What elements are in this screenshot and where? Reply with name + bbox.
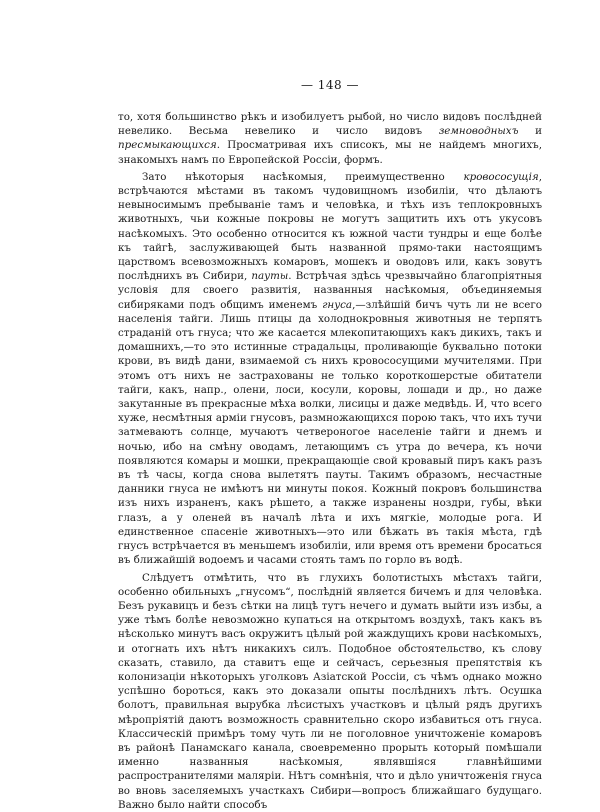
paragraph-3 xyxy=(118,571,542,812)
italic-term: гнуса xyxy=(322,298,353,311)
text-run: Слѣдуетъ отмѣтить, что въ глухихъ болотистыхъ мѣстахъ тайги, особенно обильныхъ „гнусомъ“, послѣдній является бичемъ и для человѣка. Безъ рукавицъ и безъ сѣтки на лицѣ тутъ нечего и думать выйти изъ избы, а уже тѣмъ болѣе невозможно купаться на открытомъ воздухѣ, такъ какъ въ нѣсколько минутъ васъ окружитъ цѣлый рой жаждущихъ крови насѣкомыхъ, и отогнать ихъ нѣтъ никакихъ силъ. Подобное обстоятельство, къ слову сказать, ставило, да ставитъ еще и сейчасъ, серьезныя препятствія къ колонизаціи нѣкоторыхъ уголковъ Азіатской Россіи, съ чѣмъ однако можно успѣшно бороться, какъ это доказали опыты послѣднихъ лѣтъ. Осушка болотъ, правильная вырубка лѣсистыхъ участковъ и цѣлый рядъ другихъ мѣропріятій даютъ возможность сравнительно скоро избавиться отъ гнуса. Классическій примѣръ тому чуть ли не поголовное уничтоженіе комаровъ въ районѣ Панамскаго канала, своевременно прорыть который помѣшали именно названныя насѣкомыя, являвшіяся главнѣйшими распространителями маляріи. Нѣтъ сомнѣнія, что и дѣло уничтоженія гнуса во вновь заселяемыхъ участкахъ Сибири—вопросъ ближайшаго будущаго. Важно было найти способъ xyxy=(118,571,542,811)
italic-term: пресмыкающихся xyxy=(118,139,217,152)
italic-term: земноводныхъ xyxy=(438,125,519,138)
text-run: и xyxy=(518,125,542,138)
text-run: то, хотя большинство рѣкъ и изобилуетъ рыбой, но число видовъ послѣдней невелико. Весьма невелико и число видовъ xyxy=(118,111,542,138)
text-run: , встрѣчаются мѣстами въ такомъ чудовищномъ изобиліи, что дѣлаютъ невыносимымъ пребываніе тамъ и человѣка, и тѣхъ изъ теплокровныхъ животныхъ, чьи кожные покровы не могутъ защитить ихъ отъ укусовъ насѣкомыхъ. Это особенно относится къ южной части тундры и еще болѣе къ тайгѣ, заслуживающей быть названной прямо-таки настоящимъ царствомъ всевозможныхъ комаровъ, мошекъ и оводовъ или, какъ зовутъ послѣднихъ въ Сибири, xyxy=(118,170,542,283)
text-run: . Просматривая ихъ списокъ, мы не найдемъ многихъ, знакомыхъ намъ по Европейской Россіи, формъ. xyxy=(118,139,542,166)
text-run: ,—злѣйшій бичъ чуть ли не всего населенія тайги. Лишь птицы да холоднокровныя животныя не терпятъ страданій отъ гнуса; что же касается млекопитающихъ какъ дикихъ, такъ и домашнихъ,—то это истинные страдальцы, проливающіе буквально потоки крови, въ видѣ дани, взимаемой съ нихъ кровососущими мучителями. При этомъ отъ нихъ не застрахованы не только короткошерстые обитатели тайги, какъ, напр., олени, лоси, косули, коровы, лошади и др., но даже закутанные въ прекрасные мѣха волки, лисицы и даже медвѣдь. И, что всего хуже, несмѣтныя арміи гнусовъ, размножающихся порою такъ, что ихъ тучи затмеваютъ солнце, мучаютъ четвероногое населеніе тайги и днемъ и ночью, ибо на смѣну оводамъ, летающимъ съ утра до вечера, къ ночи появляются комары и мошки, прекращающіе свой кровавый пиръ какъ разъ въ тѣ часы, когда снова вылетятъ пауты. Такимъ образомъ, несчастные данники гнуса не имѣютъ ни минуты покоя. Кожный покровъ большинства изъ нихъ израненъ, какъ рѣшето, а также изранены ноздри, губы, вѣки глазъ, а у оленей въ началѣ лѣта и ихъ мягкіе, молодые рога. И единственное спасеніе животныхъ—это или бѣжать въ такія мѣста, гдѣ гнусъ встрѣчается въ меньшемъ изобиліи, или время отъ времени бросаться въ ближайшій водоемъ и часами стоять тамъ по горло въ водѣ. xyxy=(118,298,542,567)
italic-term: пауты xyxy=(251,270,289,283)
paragraph-2 xyxy=(118,170,542,568)
paragraph-1 xyxy=(118,110,542,167)
page-number: — 148 — xyxy=(300,78,360,92)
text-run: Зато нѣкоторыя насѣкомыя, преимущественно xyxy=(142,170,464,183)
text-run: . Встрѣчая здѣсь чрезвычайно благопріятныя условія для своего развитія, названныя насѣкомыя, объединяемыя сибиряками подъ общимъ именемъ xyxy=(118,270,542,311)
italic-term: кровососущія xyxy=(463,170,539,183)
